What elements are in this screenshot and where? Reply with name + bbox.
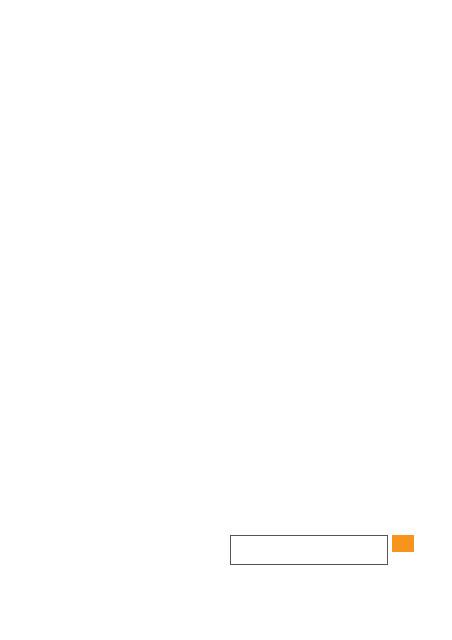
footer-box bbox=[230, 535, 388, 565]
page-number bbox=[392, 535, 414, 552]
body-text bbox=[91, 92, 393, 111]
